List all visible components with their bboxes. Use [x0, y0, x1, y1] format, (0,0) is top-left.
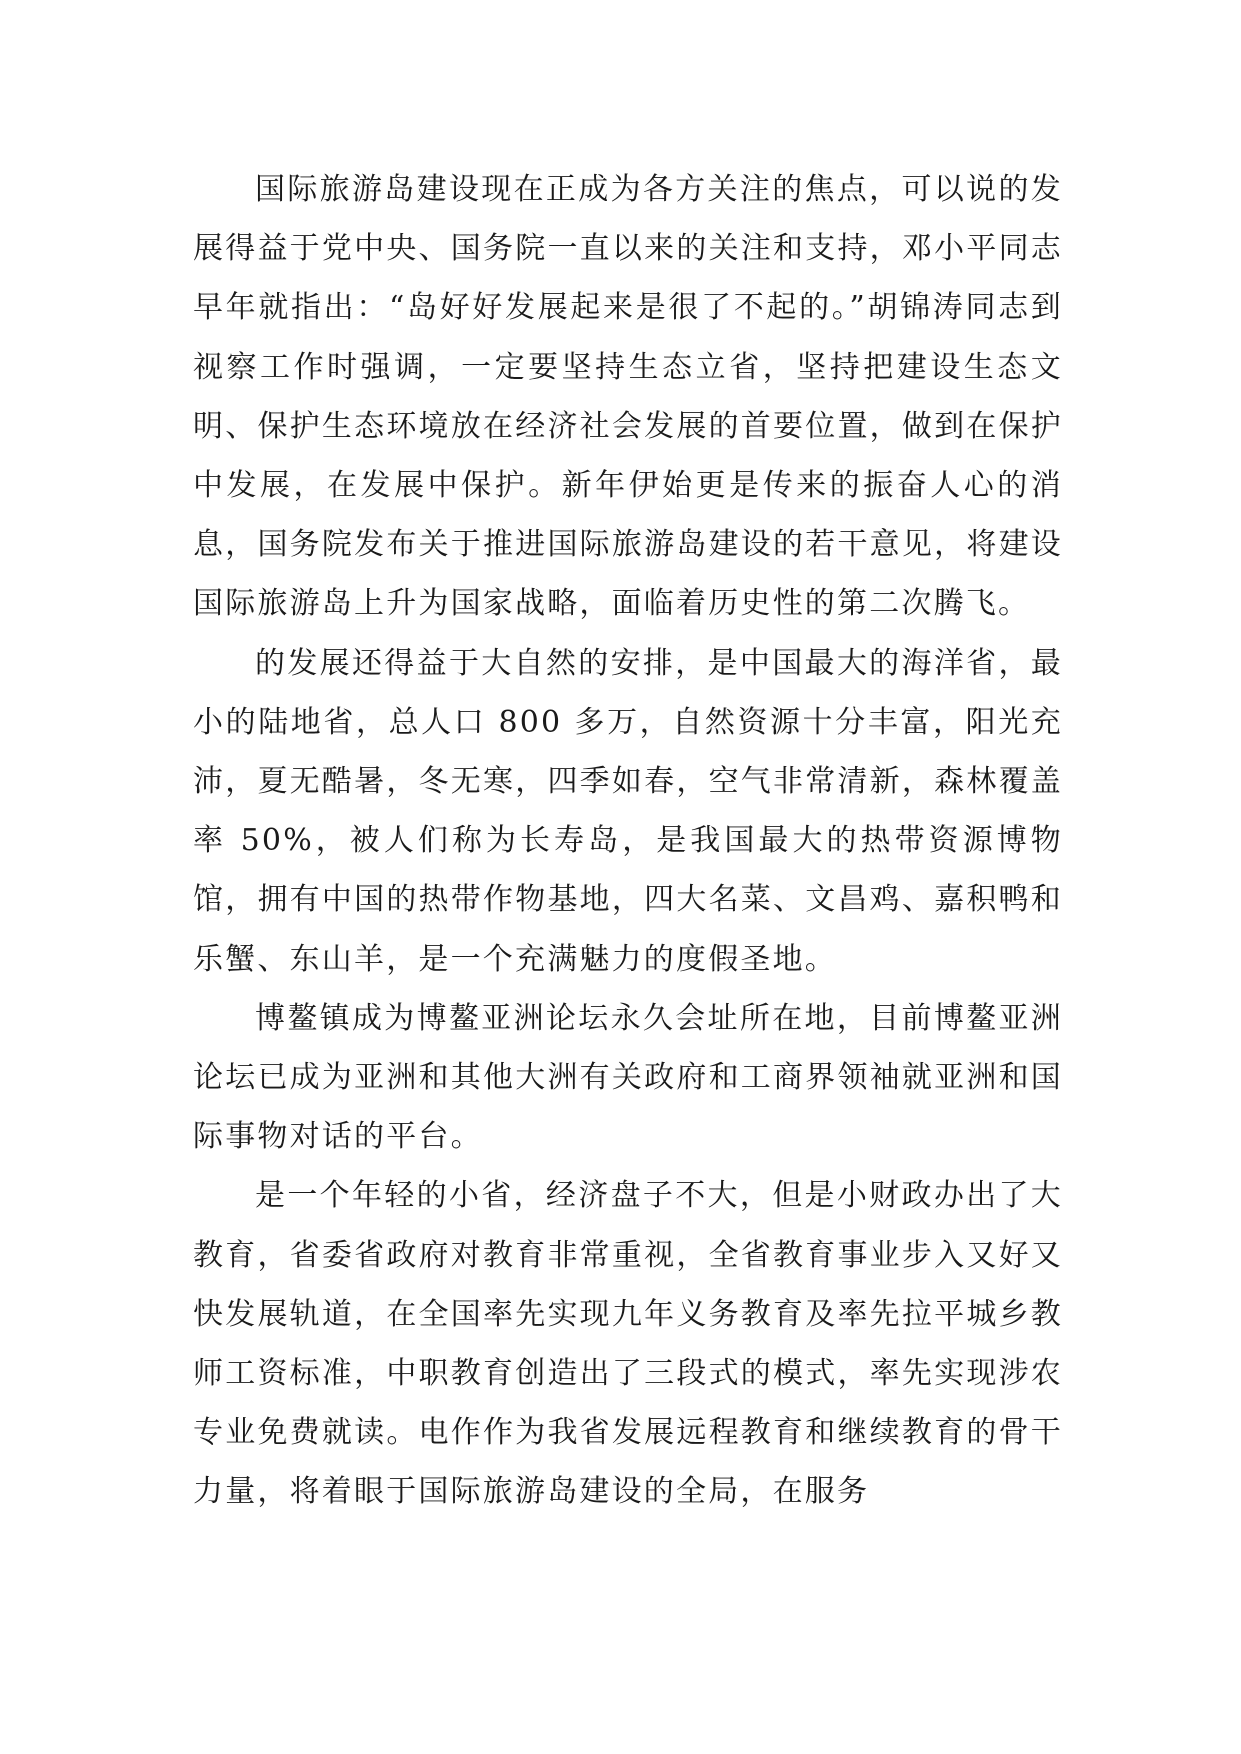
document-body: [193, 160, 1063, 1522]
paragraph-2: 的发展还得益于大自然的安排，是中国最大的海洋省，最小的陆地省，总人口 800 多万，自然资源十分丰富，阳光充沛，夏无酷暑，冬无寒，四季如春，空气非常清新，森林覆盖率 50%，被人们称为长寿岛，是我国最大的热带资源博物馆，拥有中国的热带作物基地，四大名菜、文昌鸡、嘉积鸭和乐蟹、东山羊，是一个充满魅力的度假圣地。: [193, 645, 1063, 977]
paragraph-4: 是一个年轻的小省，经济盘子不大，但是小财政办出了大教育，省委省政府对教育非常重视，全省教育事业步入又好又快发展轨道，在全国率先实现九年义务教育及率先拉平城乡教师工资标准，中职教育创造出了三段式的模式，率先实现涉农专业免费就读。电作作为我省发展远程教育和继续教育的骨干力量，将着眼于国际旅游岛建设的全局，在服务: [193, 1178, 1063, 1510]
paragraph-3: 博鳌镇成为博鳌亚洲论坛永久会址所在地，目前博鳌亚洲论坛已成为亚洲和其他大洲有关政府和工商界领袖就亚洲和国际事物对话的平台。: [193, 1000, 1063, 1155]
paragraph-1: 国际旅游岛建设现在正成为各方关注的焦点，可以说的发展得益于党中央、国务院一直以来的关注和支持，邓小平同志早年就指出：“岛好好发展起来是很了不起的。”胡锦涛同志到视察工作时强调，一定要坚持生态立省，坚持把建设生态文明、保护生态环境放在经济社会发展的首要位置，做到在保护中发展，在发展中保护。新年伊始更是传来的振奋人心的消息，国务院发布关于推进国际旅游岛建设的若干意见，将建设国际旅游岛上升为国家战略，面临着历史性的第二次腾飞。: [193, 172, 1063, 622]
